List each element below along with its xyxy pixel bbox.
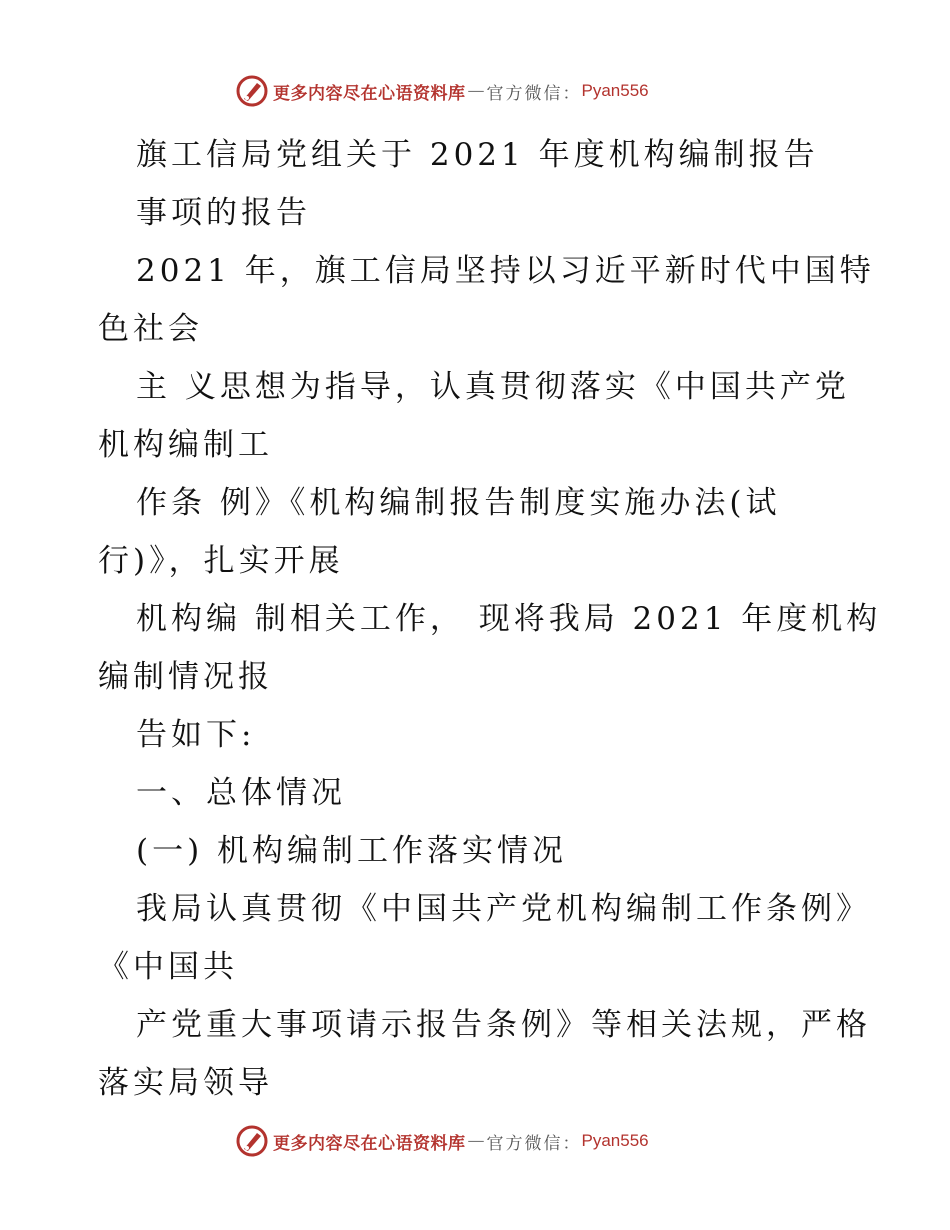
banner-separator: —	[467, 1131, 485, 1151]
footer-watermark-banner	[235, 1124, 715, 1158]
doc-title-line-2: 事项的报告	[136, 195, 311, 231]
wechat-label: 官方微信：	[486, 83, 582, 104]
document-body	[98, 126, 882, 1112]
paragraph-line: 我局认真贯彻《中国共产党机构编制工作条例》	[136, 891, 871, 927]
paragraph-line: 机构编 制相关工作， 现将我局 2021 年度机构	[136, 601, 882, 637]
paragraph-line: 2021 年，旗工信局坚持以习近平新时代中国特	[136, 253, 875, 289]
site-name: 更多内容尽在心语资料库	[273, 1133, 466, 1154]
wechat-id: Pyan556	[581, 1131, 649, 1150]
site-name: 更多内容尽在心语资料库	[273, 83, 466, 104]
paragraph-line: 作条 例》《机构编制报告制度实施办法(试	[136, 485, 781, 521]
header-watermark-banner	[235, 74, 715, 108]
paragraph-line: 机构编制工	[98, 427, 273, 463]
doc-title-line-1: 旗工信局党组关于 2021 年度机构编制报告	[136, 137, 819, 173]
paragraph-line: 告如下:	[136, 717, 256, 753]
paragraph-line: 《中国共	[98, 949, 238, 985]
paragraph-line: 编制情况报	[98, 659, 273, 695]
paragraph-line: 主 义思想为指导，认真贯彻落实《中国共产党	[136, 369, 850, 405]
paragraph-line: 落实局领导	[98, 1065, 273, 1101]
paragraph-line: 行)》，扎实开展	[98, 543, 344, 579]
pen-logo-icon	[235, 74, 269, 108]
pen-logo-icon	[235, 1124, 269, 1158]
section-heading: 一、总体情况	[136, 775, 346, 811]
paragraph-line: 产党重大事项请示报告条例》等相关法规，严格	[136, 1007, 871, 1043]
wechat-id: Pyan556	[581, 81, 649, 100]
paragraph-line: 色社会	[98, 311, 203, 347]
wechat-label: 官方微信：	[486, 1133, 582, 1154]
banner-separator: —	[467, 81, 485, 101]
subsection-heading: (一) 机构编制工作落实情况	[136, 833, 568, 869]
